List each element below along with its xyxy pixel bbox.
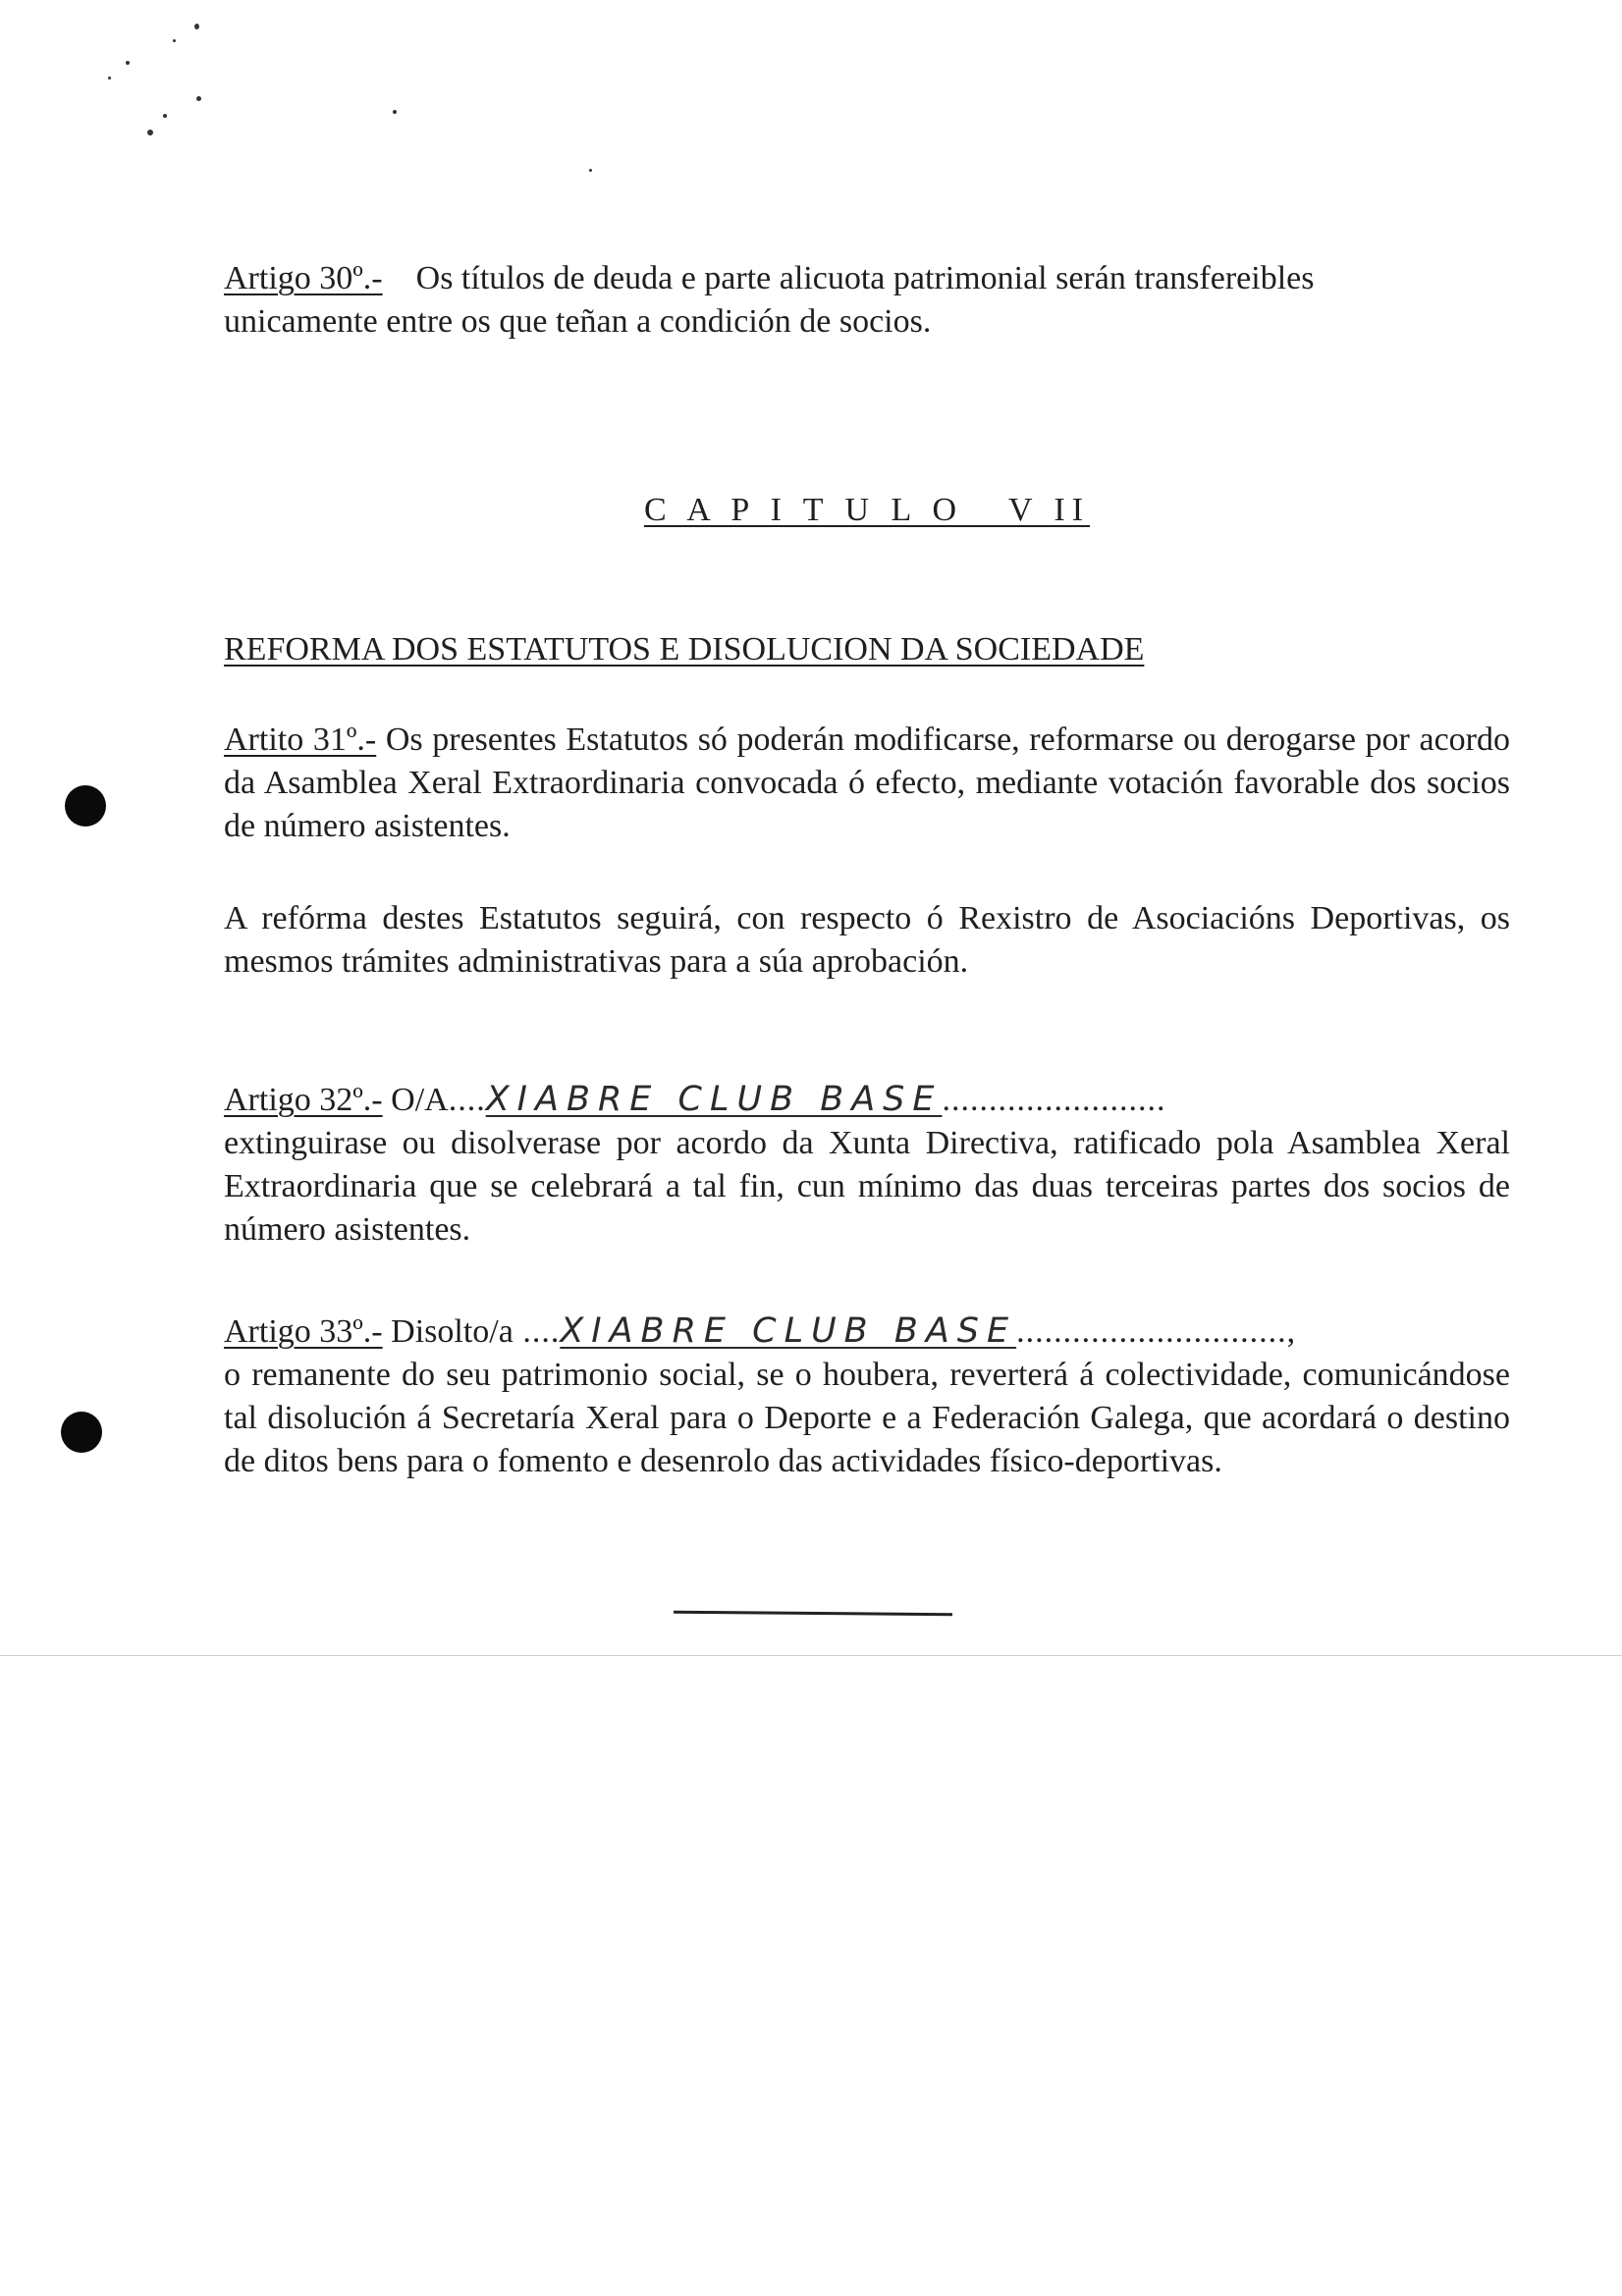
- article-31-paragraph-2: [224, 897, 1510, 984]
- article-33-label: Artigo 33º.-: [224, 1313, 383, 1350]
- scan-speck: [163, 114, 167, 118]
- article-33-prefix: Disolto/a: [391, 1313, 514, 1350]
- chapter-title: C A P I T U L O V II: [643, 492, 1091, 528]
- article-32-label: Artigo 32º.-: [224, 1082, 383, 1118]
- article-32-dots-after: ........................: [942, 1082, 1166, 1118]
- article-32-text: extinguirase ou disolverase por acordo da Xunta Directiva, ratificado pola Asamblea Xeral Extraordinaria que se celebrará a tal fin, cun mínimo das duas terceiras partes dos socios de número asistentes.: [224, 1125, 1510, 1248]
- scan-speck: [126, 61, 130, 65]
- article-30-label: Artigo 30º.-: [224, 260, 383, 296]
- punch-hole: [61, 1412, 102, 1453]
- punch-hole: [65, 785, 106, 827]
- article-30-line2: unicamente entre os que teñan a condición de socios.: [224, 303, 932, 340]
- article-33-dots-before: ....: [513, 1313, 561, 1350]
- scan-speck: [196, 96, 201, 101]
- scan-speck: [173, 39, 176, 42]
- article-31-paragraph-2-text: A refórma destes Estatutos seguirá, con respecto ó Rexistro de Asociacións Deportivas, os mesmos trámites administrativas para a súa aprobación.: [224, 900, 1510, 980]
- article-33-text: o remanente do seu patrimonio social, se o houbera, reverterá á colectividade, comunicándose tal disolución á Secretaría Xeral para o Deporte e a Federación Galega, que acordará o destino de ditos bens para o fomento e desenrolo das actividades físico-deportivas.: [224, 1357, 1510, 1479]
- article-30-line1: Os títulos de deuda e parte alicuota patrimonial serán transfereibles: [415, 260, 1315, 296]
- article-33-handwritten-name: XIABRE CLUB BASE: [560, 1311, 1017, 1351]
- article-32-dots-before: ....: [448, 1082, 486, 1118]
- scan-speck: [147, 130, 153, 135]
- scan-speck: [589, 169, 592, 172]
- article-32-prefix: O/A: [391, 1082, 449, 1118]
- scan-fold-line: [0, 1655, 1622, 1656]
- article-31-text: Os presentes Estatutos só poderán modificarse, reformarse ou derogarse por acordo da Asamblea Xeral Extraordinaria convocada ó efecto, mediante votación favorable dos socios de número asistentes.: [224, 721, 1511, 844]
- article-31-label: Artito 31º.-: [224, 721, 377, 758]
- closing-rule: [674, 1611, 952, 1616]
- scan-speck: [194, 24, 199, 29]
- article-30: [224, 257, 1510, 344]
- chapter-subtitle-block: [224, 628, 1510, 671]
- chapter-heading: [224, 489, 1510, 532]
- article-32-handwritten-name: XIABRE CLUB BASE: [485, 1080, 943, 1119]
- article-32: [224, 1078, 1510, 1252]
- scan-speck: [108, 77, 111, 80]
- article-33: [224, 1309, 1510, 1483]
- article-31: [224, 719, 1510, 848]
- article-33-dots-after: .............................,: [1016, 1313, 1297, 1350]
- chapter-subtitle: REFORMA DOS ESTATUTOS E DISOLUCION DA SOCIEDADE: [224, 631, 1145, 667]
- scan-speck: [393, 110, 397, 114]
